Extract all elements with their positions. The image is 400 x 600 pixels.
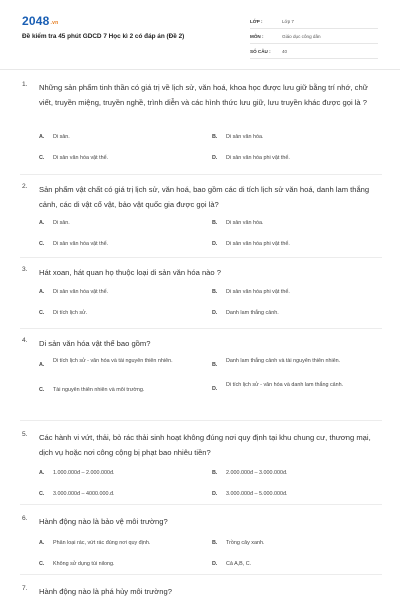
page-header bbox=[0, 0, 400, 66]
option-d[interactable] bbox=[212, 240, 382, 249]
option-b[interactable] bbox=[212, 357, 382, 368]
option-d[interactable] bbox=[212, 560, 382, 569]
option-d[interactable] bbox=[212, 381, 382, 392]
question-divider bbox=[20, 257, 382, 258]
option-text: Cả A,B, C. bbox=[226, 561, 252, 567]
question-divider bbox=[20, 420, 382, 421]
meta-key: SỐ CÂU : bbox=[250, 48, 271, 54]
option-a[interactable] bbox=[39, 469, 209, 478]
option-b[interactable] bbox=[212, 219, 382, 228]
question-text: Di sản văn hóa vật thể bao gồm? bbox=[39, 339, 151, 348]
question-item bbox=[20, 182, 382, 248]
option-text: Di sản văn hóa vật thể. bbox=[53, 155, 109, 161]
option-key: D. bbox=[212, 491, 218, 497]
question-number: 1. bbox=[22, 81, 28, 88]
meta-row-count bbox=[250, 44, 378, 59]
option-text: Di sản văn hóa vật thể. bbox=[53, 241, 109, 247]
option-text: Di tích lịch sử - văn hóa và danh lam thắng cảnh. bbox=[226, 382, 344, 388]
logo-text: 2048 bbox=[22, 14, 50, 28]
question-text: Hành động nào là phá hủy môi trường? bbox=[39, 587, 172, 596]
option-key: C. bbox=[39, 561, 45, 567]
option-c[interactable] bbox=[39, 490, 209, 499]
option-text: 2.000.000đ – 3.000.000đ. bbox=[226, 470, 288, 476]
option-text: Di sản văn hóa phi vật thể. bbox=[226, 289, 290, 295]
question-text: Những sản phẩm tinh thần có giá trị về lịch sử, văn hoá, khoa học được lưu giữ bằng trí nhớ, chữ viết, truyền miệng, truyền nghề, trình diễn và các hình thức lưu giữ, lưu truyền khác được gọi là ? bbox=[39, 83, 368, 107]
option-text: Di tích lịch sử. bbox=[53, 310, 88, 316]
option-text: 1.000.000đ – 2.000.000đ. bbox=[53, 470, 115, 476]
option-key: C. bbox=[39, 387, 45, 393]
option-key: C. bbox=[39, 155, 45, 161]
option-key: B. bbox=[212, 220, 218, 226]
question-number: 6. bbox=[22, 515, 28, 522]
option-text: Di sản. bbox=[53, 220, 70, 226]
option-key: D. bbox=[212, 155, 218, 161]
document-title: Đề kiểm tra 45 phút GDCD 7 Học kì 2 có đáp án (Đề 2) bbox=[22, 33, 185, 40]
option-text: Di sản văn hóa. bbox=[226, 134, 264, 140]
option-text: 3.000.000đ – 5.000.000đ. bbox=[226, 491, 288, 497]
question-number: 3. bbox=[22, 266, 28, 273]
option-key: B. bbox=[212, 134, 218, 140]
option-text: Phân loại rác, vứt rác đúng nơi quy định. bbox=[53, 540, 151, 546]
question-item bbox=[20, 430, 382, 498]
meta-key: MÔN : bbox=[250, 33, 264, 39]
option-a[interactable] bbox=[39, 539, 209, 548]
option-b[interactable] bbox=[212, 288, 382, 297]
option-b[interactable] bbox=[212, 469, 382, 478]
option-key: D. bbox=[212, 561, 218, 567]
option-key: D. bbox=[212, 241, 218, 247]
option-text: Di sản văn hóa. bbox=[226, 220, 264, 226]
option-text: Tài nguyên thiên nhiên và môi trường. bbox=[53, 387, 145, 393]
option-key: B. bbox=[212, 540, 218, 546]
option-c[interactable] bbox=[39, 386, 209, 395]
option-c[interactable] bbox=[39, 560, 209, 569]
option-d[interactable] bbox=[212, 309, 382, 318]
question-text: Hành động nào là bảo vệ môi trường? bbox=[39, 517, 168, 526]
question-item bbox=[20, 265, 382, 317]
option-key: D. bbox=[212, 310, 218, 316]
meta-value: Lớp 7 bbox=[282, 18, 294, 24]
option-key: A. bbox=[39, 289, 45, 295]
meta-value: 40 bbox=[282, 48, 288, 54]
option-key: C. bbox=[39, 491, 45, 497]
question-number: 2. bbox=[22, 183, 28, 190]
option-c[interactable] bbox=[39, 154, 209, 163]
option-c[interactable] bbox=[39, 240, 209, 249]
header-divider bbox=[0, 69, 400, 70]
option-b[interactable] bbox=[212, 539, 382, 548]
option-text: 3.000.000đ – 4000.000.đ. bbox=[53, 491, 115, 497]
option-key: B. bbox=[212, 470, 218, 476]
option-text: Di sản văn hóa vật thể. bbox=[53, 289, 109, 295]
question-number: 7. bbox=[22, 585, 28, 592]
document-meta bbox=[250, 14, 378, 59]
option-d[interactable] bbox=[212, 154, 382, 163]
logo-suffix: .vn bbox=[50, 20, 59, 26]
option-key: C. bbox=[39, 241, 45, 247]
question-divider bbox=[20, 574, 382, 575]
option-key: B. bbox=[212, 362, 218, 368]
option-a[interactable] bbox=[39, 288, 209, 297]
option-text: Trồng cây xanh. bbox=[226, 540, 265, 546]
option-key: A. bbox=[39, 220, 45, 226]
option-key: D. bbox=[212, 386, 218, 392]
question-divider bbox=[20, 504, 382, 505]
option-text: Di tích lịch sử - văn hóa và tài nguyên thiên nhiên. bbox=[53, 358, 173, 364]
option-text: Không sử dụng túi nilong. bbox=[53, 561, 115, 567]
option-key: A. bbox=[39, 540, 45, 546]
question-item bbox=[20, 514, 382, 568]
question-divider bbox=[20, 174, 382, 175]
question-number: 5. bbox=[22, 431, 28, 438]
option-text: Di sản văn hóa phi vật thể. bbox=[226, 241, 290, 247]
option-key: C. bbox=[39, 310, 45, 316]
option-key: A. bbox=[39, 470, 45, 476]
option-text: Di sản văn hóa phi vật thể. bbox=[226, 155, 290, 161]
question-text: Sản phẩm vật chất có giá trị lịch sử, văn hoá, bao gồm các di tích lịch sử văn hoá, danh lam thắng cảnh, các di vật cổ vật, bảo vật quốc gia được gọi là? bbox=[39, 185, 370, 209]
option-a[interactable] bbox=[39, 219, 209, 228]
question-item bbox=[20, 336, 382, 416]
option-d[interactable] bbox=[212, 490, 382, 499]
option-text: Danh lam thắng cảnh. bbox=[226, 310, 279, 316]
option-b[interactable] bbox=[212, 133, 382, 142]
option-text: Danh lam thắng cảnh và tài nguyên thiên nhiên. bbox=[226, 358, 341, 364]
question-item bbox=[20, 80, 382, 160]
option-key: A. bbox=[39, 362, 45, 368]
question-text: Hát xoan, hát quan họ thuộc loại di sản văn hóa nào ? bbox=[39, 268, 221, 277]
option-a[interactable] bbox=[39, 133, 209, 142]
option-c[interactable] bbox=[39, 309, 209, 318]
option-key: A. bbox=[39, 134, 45, 140]
question-number: 4. bbox=[22, 337, 28, 344]
meta-value: Giáo dục công dân bbox=[282, 33, 321, 39]
site-logo[interactable] bbox=[22, 14, 58, 28]
meta-row-subject bbox=[250, 29, 378, 44]
question-divider bbox=[20, 328, 382, 329]
option-key: B. bbox=[212, 289, 218, 295]
option-a[interactable] bbox=[39, 357, 209, 368]
meta-key: LỚP : bbox=[250, 18, 263, 24]
meta-row-class bbox=[250, 14, 378, 29]
question-item bbox=[20, 584, 382, 600]
option-text: Di sản. bbox=[53, 134, 70, 140]
question-text: Các hành vi vứt, thải, bỏ rác thải sinh hoạt không đúng nơi quy định tại khu chung cư, thương mại, dịch vụ hoặc nơi công cộng bị phạt bao nhiêu tiền? bbox=[39, 433, 371, 457]
